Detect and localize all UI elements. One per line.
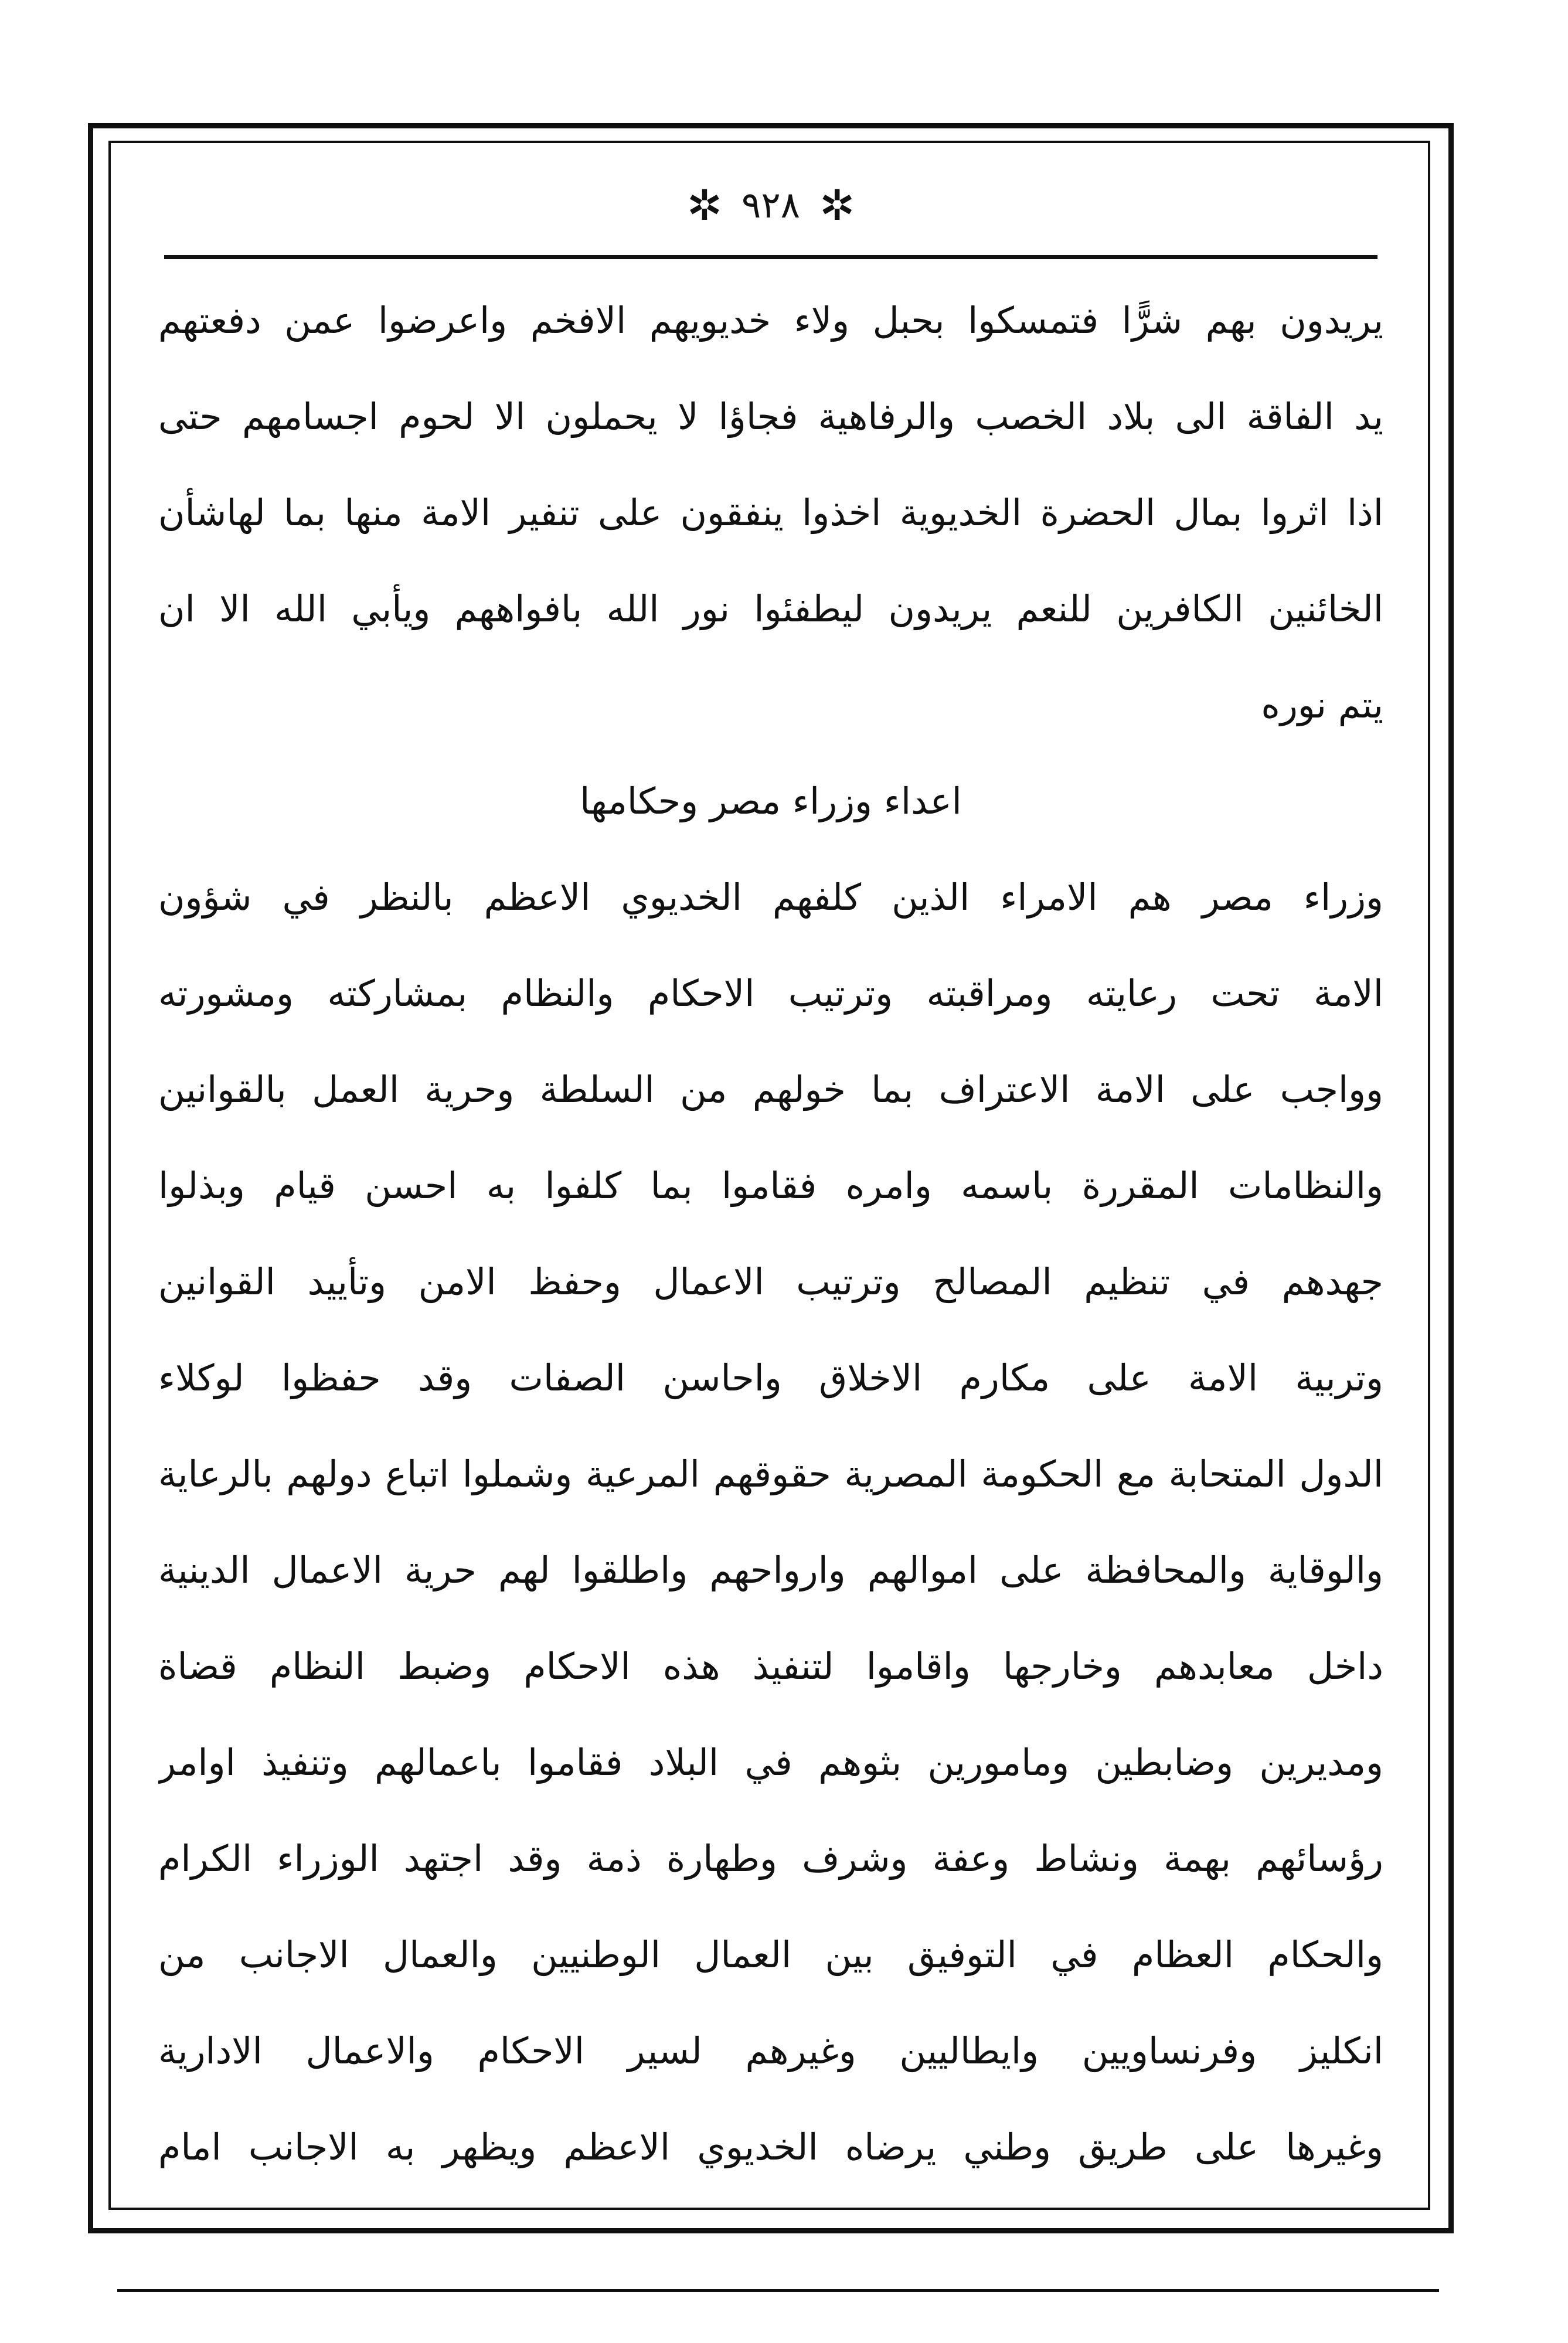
star-ornament-icon: ✲ — [686, 181, 723, 230]
text-line: رؤسائهم بهمة ونشاط وعفة وشرف وطهارة ذمة وقد اجتهد الوزراء الكرام — [158, 1837, 1383, 1880]
text-line: جهدهم في تنظيم المصالح وترتيب الاعمال وحفظ الامن وتأييد القوانين — [158, 1260, 1383, 1303]
section-heading: اعداء وزراء مصر وحكامها — [580, 780, 962, 822]
text-line: الخائنين الكافرين للنعم يريدون ليطفئوا نور الله بافواههم ويأبي الله الا ان — [158, 587, 1383, 630]
text-line: يتم نوره — [1261, 683, 1383, 726]
text-line: وواجب على الامة الاعتراف بما خولهم من السلطة وحرية العمل بالقوانين — [158, 1068, 1383, 1111]
text-line: والحكام العظام في التوفيق بين العمال الوطنيين والعمال الاجانب من — [158, 1933, 1383, 1976]
text-line: وزراء مصر هم الامراء الذين كلفهم الخديوي الاعظم بالنظر في شؤون — [158, 876, 1383, 919]
text-line: داخل معابدهم وخارجها واقاموا لتنفيذ هذه الاحكام وضبط النظام قضاة — [158, 1645, 1383, 1688]
page-content — [147, 158, 1395, 2186]
text-line: يد الفاقة الى بلاد الخصب والرفاهية فجاؤا لا يحملون الا لحوم اجسامهم حتى — [158, 395, 1383, 438]
text-line: ومديرين وضابطين ومامورين بثوهم في البلاد فقاموا باعمالهم وتنفيذ اوامر — [158, 1741, 1383, 1784]
page-header — [147, 170, 1395, 237]
star-ornament-icon: ✲ — [819, 181, 855, 230]
text-line: اذا اثروا بمال الحضرة الخديوية اخذوا ينفقون على تنفير الامة منها بما لهاشأن — [158, 491, 1383, 534]
text-line: انكليز وفرنساويين وايطاليين وغيرهم لسير الاحكام والاعمال الادارية — [158, 2029, 1383, 2072]
text-line: وغيرها على طريق وطني يرضاه الخديوي الاعظم ويظهر به الاجانب امام — [158, 2126, 1383, 2168]
text-line: والوقاية والمحافظة على اموالهم وارواحهم واطلقوا لهم حرية الاعمال الدينية — [158, 1549, 1383, 1592]
text-line: يريدون بهم شرًّا فتمسكوا بحبل ولاء خديويهم الافخم واعرضوا عمن دفعتهم — [158, 299, 1383, 342]
text-line: الامة تحت رعايته ومراقبته وترتيب الاحكام والنظام بمشاركته ومشورته — [158, 972, 1383, 1015]
footer-divider — [117, 2289, 1439, 2292]
text-line: الدول المتحابة مع الحكومة المصرية حقوقهم المرعية وشملوا اتباع دولهم بالرعاية — [158, 1453, 1383, 1495]
body-text — [158, 273, 1383, 2195]
text-line: والنظامات المقررة باسمه وامره فقاموا بما كلفوا به احسن قيام وبذلوا — [158, 1164, 1383, 1207]
page-number: ٩٢٨ — [742, 183, 800, 226]
header-divider — [164, 255, 1377, 259]
text-line: وتربية الامة على مكارم الاخلاق واحاسن الصفات وقد حفظوا لوكلاء — [158, 1356, 1383, 1399]
